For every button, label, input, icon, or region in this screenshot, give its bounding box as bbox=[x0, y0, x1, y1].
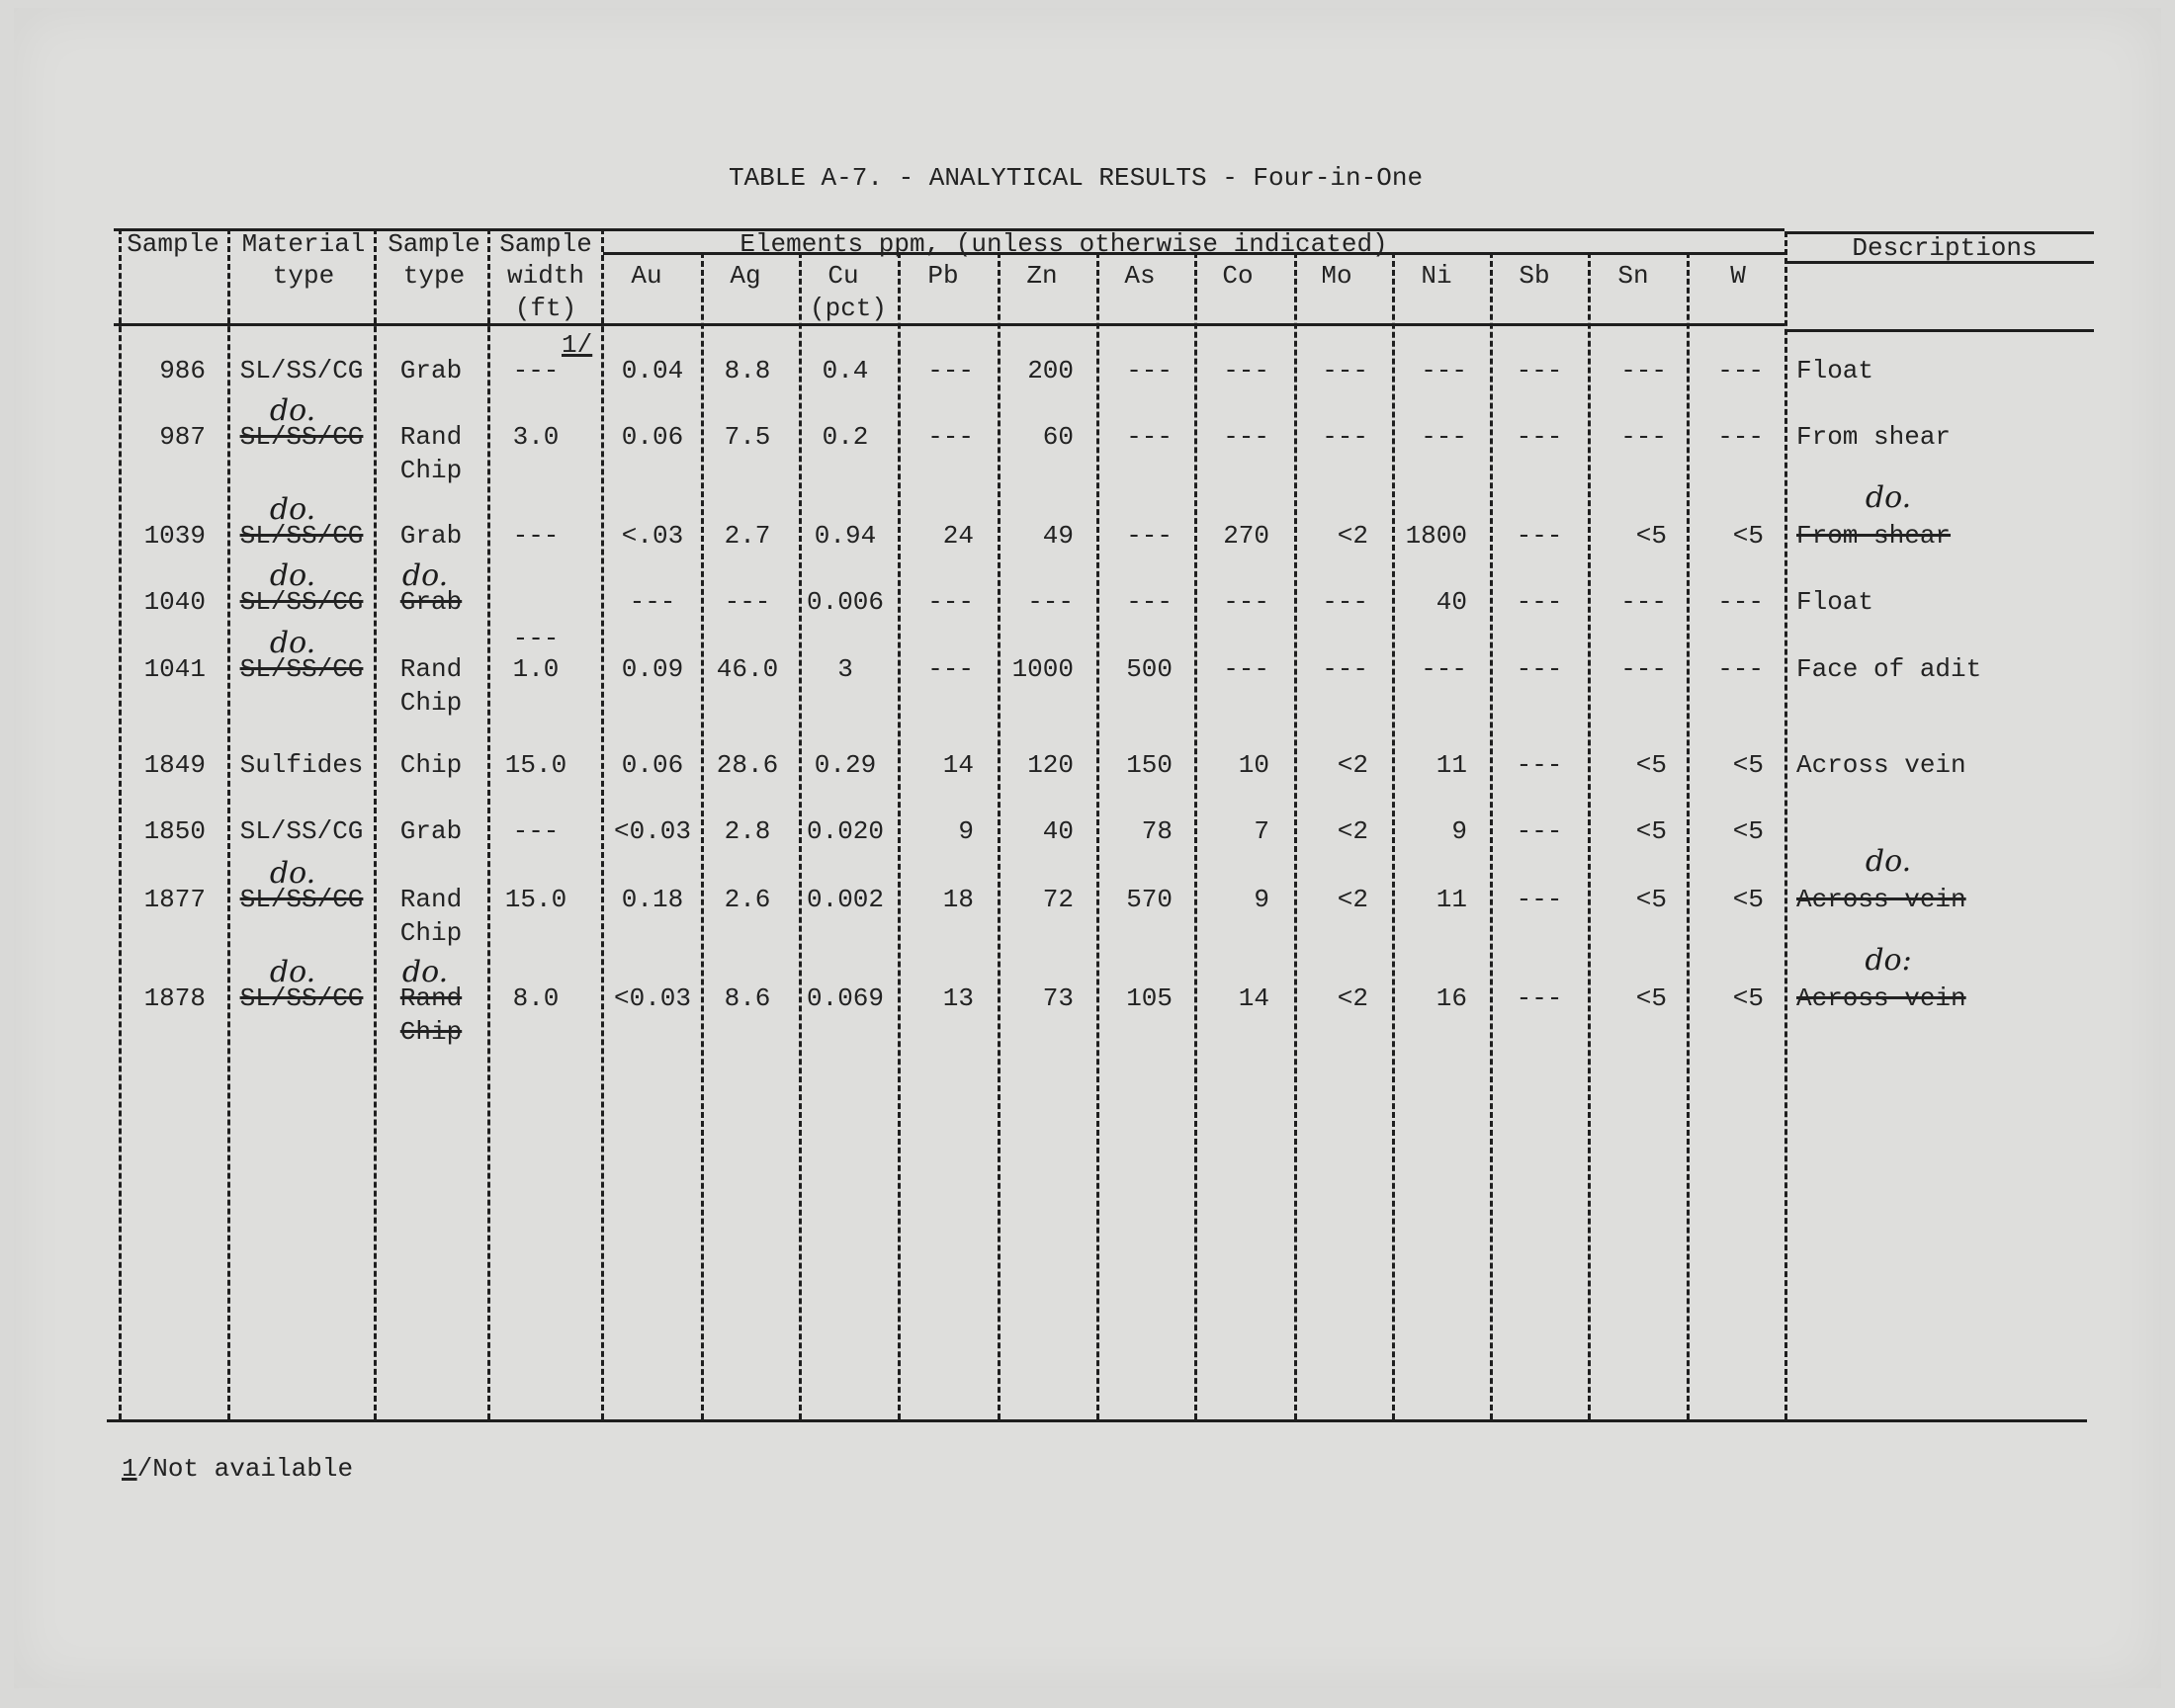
header-sample-type: Sample bbox=[388, 229, 480, 259]
column-divider bbox=[374, 228, 377, 1419]
cell-material: SL/SS/CG bbox=[239, 983, 364, 1013]
column-divider bbox=[1784, 231, 1787, 1419]
handwritten-ditto-note: do. bbox=[269, 393, 316, 428]
cell-as: 150 bbox=[1126, 750, 1173, 780]
cell-sb: --- bbox=[1516, 816, 1563, 846]
cell-width: --- bbox=[512, 816, 560, 846]
cell-cu: 3 bbox=[837, 654, 853, 684]
cell-au: 0.18 bbox=[621, 885, 684, 914]
cell-w: --- bbox=[1717, 422, 1764, 452]
cell-mo: --- bbox=[1322, 356, 1368, 385]
cell-co: 7 bbox=[1254, 816, 1269, 846]
cell-ag: --- bbox=[724, 587, 771, 617]
cell-ag: 7.5 bbox=[724, 422, 771, 452]
cell-co: 10 bbox=[1238, 750, 1269, 780]
cell-cu: 0.4 bbox=[822, 356, 869, 385]
handwritten-ditto-note: do. bbox=[401, 955, 449, 989]
cell-ni: --- bbox=[1421, 654, 1467, 684]
cell-sample: 1850 bbox=[143, 816, 206, 846]
cell-w: --- bbox=[1717, 587, 1764, 617]
cell-material: SL/SS/CG bbox=[239, 422, 364, 452]
cell-as: 78 bbox=[1141, 816, 1173, 846]
cell-zn: 120 bbox=[1027, 750, 1074, 780]
cell-w: <5 bbox=[1732, 750, 1764, 780]
cell-width: --- bbox=[512, 521, 560, 551]
cell-au: --- bbox=[629, 587, 676, 617]
cell-as: 105 bbox=[1126, 983, 1173, 1013]
handwritten-ditto-note: do. bbox=[269, 558, 316, 593]
cell-zn: 1000 bbox=[1011, 654, 1074, 684]
header-w: W bbox=[1730, 261, 1746, 291]
cell-sn: --- bbox=[1620, 422, 1667, 452]
descriptions-header-bottom-rule bbox=[1784, 329, 2094, 332]
cell-sn: --- bbox=[1620, 356, 1667, 385]
cell-ni: --- bbox=[1421, 356, 1467, 385]
cell-sb: --- bbox=[1516, 587, 1563, 617]
cell-ni: 9 bbox=[1451, 816, 1467, 846]
cell-co: 9 bbox=[1254, 885, 1269, 914]
cell-stype: Chip bbox=[399, 750, 463, 780]
cell-stype-line2: Chip bbox=[399, 688, 463, 718]
cell-stype: Grab bbox=[399, 816, 463, 846]
column-divider bbox=[998, 252, 1000, 1419]
cell-co: --- bbox=[1223, 587, 1269, 617]
cell-zn: 60 bbox=[1042, 422, 1074, 452]
header-sample-width: Sample bbox=[499, 229, 592, 259]
cell-pb: --- bbox=[927, 654, 974, 684]
cell-mo: --- bbox=[1322, 587, 1368, 617]
header-zn: Zn bbox=[1026, 261, 1058, 291]
cell-zn: 200 bbox=[1027, 356, 1074, 385]
cell-co: 270 bbox=[1223, 521, 1269, 551]
cell-sample: 1849 bbox=[143, 750, 206, 780]
cell-cu: 0.020 bbox=[806, 816, 885, 846]
cell-width: 3.0 bbox=[512, 422, 560, 452]
cell-cu: 0.006 bbox=[806, 587, 885, 617]
cell-desc: From shear bbox=[1796, 521, 1952, 551]
header-sn: Sn bbox=[1617, 261, 1649, 291]
header-pb: Pb bbox=[927, 261, 959, 291]
header-material: Material bbox=[241, 229, 366, 259]
cell-as: --- bbox=[1126, 422, 1173, 452]
header-bottom-rule bbox=[114, 323, 1784, 326]
cell-sb: --- bbox=[1516, 521, 1563, 551]
handwritten-ditto-note: do. bbox=[269, 626, 316, 660]
cell-stype: Rand bbox=[399, 885, 463, 914]
handwritten-ditto-note: do. bbox=[1865, 844, 1912, 879]
handwritten-ditto-note: do: bbox=[1865, 943, 1912, 978]
cell-ag: 28.6 bbox=[716, 750, 779, 780]
cell-pb: --- bbox=[927, 587, 974, 617]
cell-ag: 2.6 bbox=[724, 885, 771, 914]
cell-pb: --- bbox=[927, 422, 974, 452]
cell-mo: <2 bbox=[1337, 750, 1368, 780]
header-elements: Elements ppm, (unless otherwise indicated) bbox=[740, 229, 1388, 259]
cell-desc: From shear bbox=[1796, 422, 1952, 452]
cell-zn: 49 bbox=[1042, 521, 1074, 551]
cell-desc: Float bbox=[1796, 356, 1874, 385]
cell-desc: Across vein bbox=[1796, 983, 1966, 1013]
header-cu-unit: (pct) bbox=[809, 294, 888, 323]
cell-ni: 11 bbox=[1436, 885, 1467, 914]
cell-stype: Rand bbox=[399, 422, 463, 452]
header-cu: Cu bbox=[827, 261, 859, 291]
cell-w: <5 bbox=[1732, 816, 1764, 846]
cell-sample: 1877 bbox=[143, 885, 206, 914]
cell-stype: Rand bbox=[399, 983, 463, 1013]
cell-sample: 987 bbox=[159, 422, 206, 452]
cell-sample: 1039 bbox=[143, 521, 206, 551]
header-co: Co bbox=[1222, 261, 1254, 291]
table-bottom-rule bbox=[107, 1419, 2087, 1422]
cell-au: 0.04 bbox=[621, 356, 684, 385]
cell-as: 500 bbox=[1126, 654, 1173, 684]
cell-sn: <5 bbox=[1635, 750, 1667, 780]
footnote-text: /Not available bbox=[136, 1454, 354, 1484]
cell-w: --- bbox=[1717, 356, 1764, 385]
cell-ni: 40 bbox=[1436, 587, 1467, 617]
cell-sn: <5 bbox=[1635, 983, 1667, 1013]
cell-material: SL/SS/CG bbox=[239, 587, 364, 617]
cell-material: SL/SS/CG bbox=[239, 885, 364, 914]
cell-ni: 1800 bbox=[1405, 521, 1467, 551]
column-divider bbox=[1194, 252, 1197, 1419]
cell-zn: --- bbox=[1027, 587, 1074, 617]
header-sample: Sample bbox=[127, 229, 219, 259]
cell-material: SL/SS/CG bbox=[239, 654, 364, 684]
header-as: As bbox=[1124, 261, 1156, 291]
header-sample-width-unit: (ft) bbox=[514, 294, 577, 323]
cell-mo: <2 bbox=[1337, 816, 1368, 846]
cell-zn: 72 bbox=[1042, 885, 1074, 914]
column-divider bbox=[227, 228, 230, 1419]
column-divider bbox=[1687, 252, 1690, 1419]
header-au: Au bbox=[631, 261, 662, 291]
cell-co: 14 bbox=[1238, 983, 1269, 1013]
document-page bbox=[14, 8, 2161, 1688]
cell-ag: 2.7 bbox=[724, 521, 771, 551]
column-divider bbox=[1392, 252, 1395, 1419]
column-divider bbox=[701, 252, 704, 1419]
cell-desc: Face of adit bbox=[1796, 654, 1982, 684]
cell-ag: 2.8 bbox=[724, 816, 771, 846]
cell-sn: --- bbox=[1620, 654, 1667, 684]
cell-cu: 0.29 bbox=[814, 750, 877, 780]
cell-sample: 1878 bbox=[143, 983, 206, 1013]
cell-au: <0.03 bbox=[613, 983, 692, 1013]
table-title: TABLE A-7. - ANALYTICAL RESULTS - Four-in-One bbox=[728, 163, 1424, 193]
cell-zn: 73 bbox=[1042, 983, 1074, 1013]
column-divider bbox=[601, 228, 604, 1419]
cell-au: <.03 bbox=[621, 521, 684, 551]
column-divider bbox=[1588, 252, 1591, 1419]
footnote-mark: 1 bbox=[122, 1454, 137, 1484]
cell-au: 0.09 bbox=[621, 654, 684, 684]
cell-sample: 1040 bbox=[143, 587, 206, 617]
column-divider bbox=[1490, 252, 1493, 1419]
header-ni: Ni bbox=[1421, 261, 1452, 291]
cell-sn: --- bbox=[1620, 587, 1667, 617]
cell-as: --- bbox=[1126, 521, 1173, 551]
cell-pb: 9 bbox=[958, 816, 974, 846]
header-mo: Mo bbox=[1321, 261, 1352, 291]
cell-stype-line2: Chip bbox=[399, 918, 463, 948]
cell-sn: <5 bbox=[1635, 816, 1667, 846]
cell-ag: 8.6 bbox=[724, 983, 771, 1013]
cell-pb: --- bbox=[927, 356, 974, 385]
column-divider bbox=[487, 228, 490, 1419]
cell-mo: --- bbox=[1322, 422, 1368, 452]
cell-material: SL/SS/CG bbox=[239, 521, 364, 551]
column-divider bbox=[799, 252, 802, 1419]
cell-as: 570 bbox=[1126, 885, 1173, 914]
cell-pb: 24 bbox=[942, 521, 974, 551]
cell-cu: 0.2 bbox=[822, 422, 869, 452]
cell-sb: --- bbox=[1516, 885, 1563, 914]
cell-au: 0.06 bbox=[621, 750, 684, 780]
header-sample-width-2: width bbox=[506, 261, 585, 291]
cell-ni: 16 bbox=[1436, 983, 1467, 1013]
cell-ni: 11 bbox=[1436, 750, 1467, 780]
cell-sb: --- bbox=[1516, 654, 1563, 684]
cell-mo: --- bbox=[1322, 654, 1368, 684]
footnote-reference: 1/ bbox=[562, 330, 593, 360]
cell-stype: Rand bbox=[399, 654, 463, 684]
cell-zn: 40 bbox=[1042, 816, 1074, 846]
cell-w: <5 bbox=[1732, 885, 1764, 914]
header-descriptions: Descriptions bbox=[1852, 233, 2038, 263]
cell-stype: Grab bbox=[399, 521, 463, 551]
cell-w: <5 bbox=[1732, 521, 1764, 551]
cell-w: <5 bbox=[1732, 983, 1764, 1013]
cell-sample: 1041 bbox=[143, 654, 206, 684]
cell-ni: --- bbox=[1421, 422, 1467, 452]
cell-stype: Grab bbox=[399, 356, 463, 385]
handwritten-ditto-note: do. bbox=[401, 558, 449, 593]
cell-as: --- bbox=[1126, 587, 1173, 617]
column-divider bbox=[1096, 252, 1099, 1419]
cell-stype-line2: Chip bbox=[399, 1017, 463, 1047]
cell-desc: Across vein bbox=[1796, 885, 1966, 914]
cell-width: 1.0 bbox=[512, 654, 560, 684]
cell-au: 0.06 bbox=[621, 422, 684, 452]
cell-sb: --- bbox=[1516, 750, 1563, 780]
column-divider bbox=[898, 252, 901, 1419]
cell-material: SL/SS/CG bbox=[239, 356, 364, 385]
cell-desc: Across vein bbox=[1796, 750, 1966, 780]
cell-sn: <5 bbox=[1635, 885, 1667, 914]
cell-cu: 0.002 bbox=[806, 885, 885, 914]
cell-mo: <2 bbox=[1337, 983, 1368, 1013]
cell-width: 15.0 bbox=[504, 885, 567, 914]
header-material-type: type bbox=[272, 261, 335, 291]
header-sample-type-2: type bbox=[402, 261, 466, 291]
cell-as: --- bbox=[1126, 356, 1173, 385]
cell-ag: 46.0 bbox=[716, 654, 779, 684]
cell-stype-line2: Chip bbox=[399, 456, 463, 485]
cell-pb: 14 bbox=[942, 750, 974, 780]
cell-sample: 986 bbox=[159, 356, 206, 385]
cell-sb: --- bbox=[1516, 356, 1563, 385]
cell-au: <0.03 bbox=[613, 816, 692, 846]
cell-sn: <5 bbox=[1635, 521, 1667, 551]
cell-co: --- bbox=[1223, 356, 1269, 385]
cell-cu: 0.94 bbox=[814, 521, 877, 551]
column-divider bbox=[1294, 252, 1297, 1419]
cell-w: --- bbox=[1717, 654, 1764, 684]
cell-cu: 0.069 bbox=[806, 983, 885, 1013]
cell-pb: 13 bbox=[942, 983, 974, 1013]
handwritten-ditto-note: do. bbox=[1865, 480, 1912, 515]
cell-mo: <2 bbox=[1337, 885, 1368, 914]
header-sb: Sb bbox=[1519, 261, 1550, 291]
cell-co: --- bbox=[1223, 422, 1269, 452]
cell-desc: Float bbox=[1796, 587, 1874, 617]
cell-width: --- bbox=[512, 356, 560, 385]
width-dash-1041-above: --- bbox=[512, 624, 560, 653]
cell-pb: 18 bbox=[942, 885, 974, 914]
header-ag: Ag bbox=[730, 261, 761, 291]
handwritten-ditto-note: do. bbox=[269, 492, 316, 527]
cell-sb: --- bbox=[1516, 422, 1563, 452]
cell-co: --- bbox=[1223, 654, 1269, 684]
cell-width: 15.0 bbox=[504, 750, 567, 780]
handwritten-ditto-note: do. bbox=[269, 955, 316, 989]
cell-ag: 8.8 bbox=[724, 356, 771, 385]
cell-mo: <2 bbox=[1337, 521, 1368, 551]
footnote bbox=[122, 1454, 353, 1484]
cell-material: SL/SS/CG bbox=[239, 816, 364, 846]
cell-material: Sulfides bbox=[239, 750, 364, 780]
cell-width: 8.0 bbox=[512, 983, 560, 1013]
column-divider bbox=[119, 228, 122, 1419]
cell-sb: --- bbox=[1516, 983, 1563, 1013]
cell-stype: Grab bbox=[399, 587, 463, 617]
handwritten-ditto-note: do. bbox=[269, 856, 316, 891]
